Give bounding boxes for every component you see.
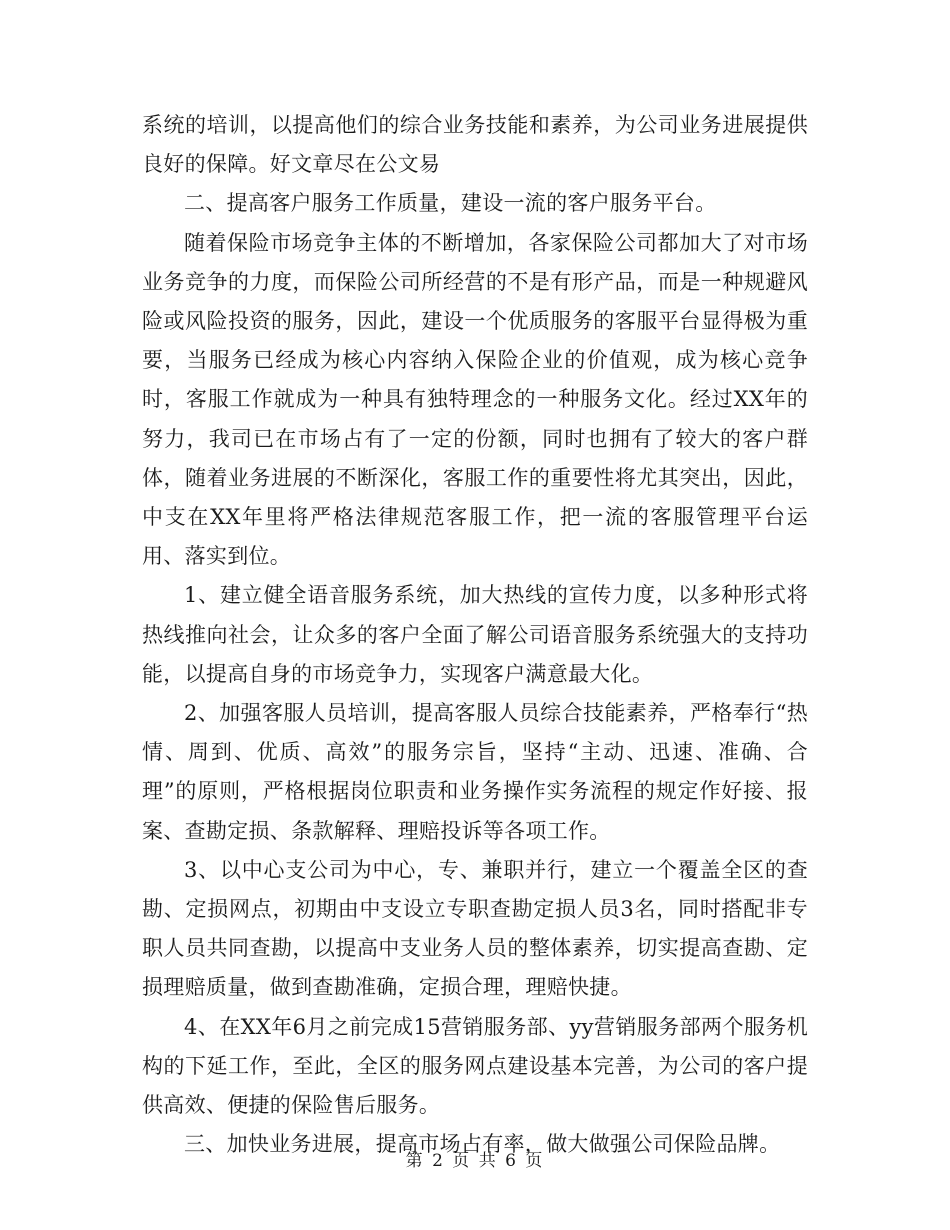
list-item: 4、在XX年6月之前完成15营销服务部、yy营销服务部两个服务机构的下延工作，至此，全区的服务网点建设基本完善，为公司的客户提供高效、便捷的保险售后服务。 xyxy=(142,1014,808,1118)
document-body xyxy=(142,106,808,1164)
paragraph: 随着保险市场竞争主体的不断增加，各家保险公司都加大了对市场业务竞争的力度，而保险公司所经营的不是有形产品，而是一种规避风险或风险投资的服务，因此，建设一个优质服务的客服平台显得极为重要，当服务已经成为核心内容纳入保险企业的价值观，成为核心竞争时，客服工作就成为一种具有独特理念的一种服务文化。经过XX年的努力，我司已在市场占有了一定的份额，同时也拥有了较大的客户群体，随着业务进展的不断深化，客服工作的重要性将尤其突出，因此，中支在XX年里将严格法律规范客服工作，把一流的客服管理平台运用、落实到位。 xyxy=(142,230,808,569)
list-item: 3、以中心支公司为中心，专、兼职并行，建立一个覆盖全区的查勘、定损网点，初期由中支设立专职查勘定损人员3名，同时搭配非专职人员共同查勘，以提高中支业务人员的整体素养，切实提高查勘、定损理赔质量，做到查勘准确，定损合理，理赔快捷。 xyxy=(142,857,808,1000)
list-item: 1、建立健全语音服务系统，加大热线的宣传力度，以多种形式将热线推向社会，让众多的客户全面了解公司语音服务系统强大的支持功能，以提高自身的市场竞争力，实现客户满意最大化。 xyxy=(142,583,808,686)
section-heading: 二、提高客户服务工作质量，建设一流的客户服务平台。 xyxy=(184,191,717,216)
page-footer: 第 2 页 共 6 页 xyxy=(405,1151,545,1171)
paragraph: 系统的培训，以提高他们的综合业务技能和素养，为公司业务进展提供良好的保障。好文章尽在公文易 xyxy=(142,113,808,177)
section-heading: 三、加快业务进展，提高市场占有率，做大做强公司保险品牌。 xyxy=(184,1132,781,1157)
list-item: 2、加强客服人员培训，提高客服人员综合技能素养，严格奉行“热情、周到、优质、高效”的服务宗旨，坚持“主动、迅速、准确、合理”的原则，严格根据岗位职责和业务操作实务流程的规定作好接、报案、查勘定损、条款解释、理赔投诉等各项工作。 xyxy=(142,701,808,843)
